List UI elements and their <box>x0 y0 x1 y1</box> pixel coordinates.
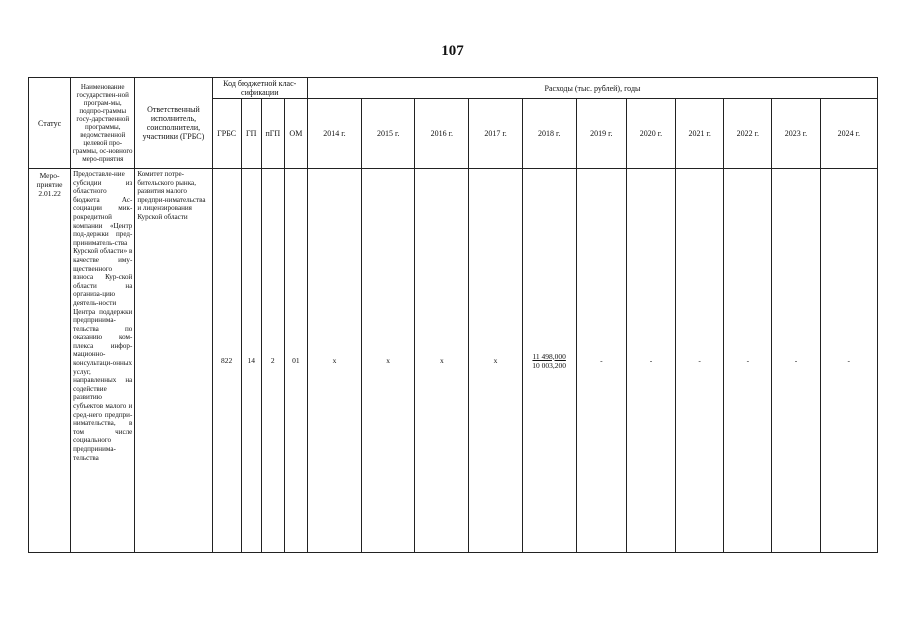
row-value-2018-top: 11 498,000 <box>532 351 566 361</box>
row-executor: Комитет потре-бительского рынка, развития малого предпри-нимательства и лицензирования Курской области <box>135 169 212 553</box>
header-year-2016: 2016 г. <box>415 99 469 169</box>
row-code-pgp: 2 <box>261 169 284 553</box>
header-code-gp: ГП <box>241 99 261 169</box>
header-year-2023: 2023 г. <box>772 99 820 169</box>
row-value-2018 <box>522 169 576 553</box>
header-year-2017: 2017 г. <box>469 99 522 169</box>
header-year-2015: 2015 г. <box>362 99 415 169</box>
row-value-2019: - <box>576 169 626 553</box>
header-row-1 <box>29 78 878 99</box>
page-number: 107 <box>441 43 464 59</box>
row-status: Меро-приятие 2.01.22 <box>29 169 71 553</box>
header-code-om: ОМ <box>284 99 307 169</box>
table-row <box>29 169 878 553</box>
row-name: Предоставле-ние субсидии из областного бюджета Ас-социации мик-рокредитной компании «Центр под-держки пред-приниматель-ства Курской области» в качестве иму-щественного взноса Кур-ской области на организа-цию деятель-ности Центра поддержки предпринима-тельства по оказанию ком-плекса инфор-мационно-консультаци-онных услуг, направленных на содействие развитию субъектов малого и сред-него предпри-нимательства, в том числе социального предпринима-тельства <box>71 169 135 553</box>
header-year-2019: 2019 г. <box>576 99 626 169</box>
header-expenses-group: Расходы (тыс. рублей), годы <box>307 78 877 99</box>
row-code-gp: 14 <box>241 169 261 553</box>
header-year-2021: 2021 г. <box>676 99 724 169</box>
header-code-grbs: ГРБС <box>212 99 241 169</box>
header-year-2020: 2020 г. <box>626 99 675 169</box>
row-code-grbs: 822 <box>212 169 241 553</box>
header-executor: Ответственный исполнитель, соисполнители, участники (ГРБС) <box>135 78 212 169</box>
row-value-2016: x <box>415 169 469 553</box>
header-year-2022: 2022 г. <box>724 99 772 169</box>
row-code-om: 01 <box>284 169 307 553</box>
row-value-2021: - <box>676 169 724 553</box>
row-value-2022: - <box>724 169 772 553</box>
row-value-2024: - <box>820 169 877 553</box>
header-name: Наименование государствен-ной програм-мы, подпро-граммы госу-дарственной программы, ведомственной целевой про-граммы, ос-новного меро-приятия <box>71 78 135 169</box>
row-value-2023: - <box>772 169 820 553</box>
row-value-2020: - <box>626 169 675 553</box>
row-value-2017: x <box>469 169 522 553</box>
budget-table <box>28 77 878 553</box>
header-year-2024: 2024 г. <box>820 99 877 169</box>
header-status: Статус <box>29 78 71 169</box>
header-year-2014: 2014 г. <box>307 99 361 169</box>
row-value-2014: x <box>307 169 361 553</box>
row-value-2015: x <box>362 169 415 553</box>
row-value-2018-bottom: 10 003,200 <box>532 360 567 370</box>
header-year-2018: 2018 г. <box>522 99 576 169</box>
header-code-group: Код бюджетной клас-сификации <box>212 78 307 99</box>
header-code-pgp: пГП <box>261 99 284 169</box>
